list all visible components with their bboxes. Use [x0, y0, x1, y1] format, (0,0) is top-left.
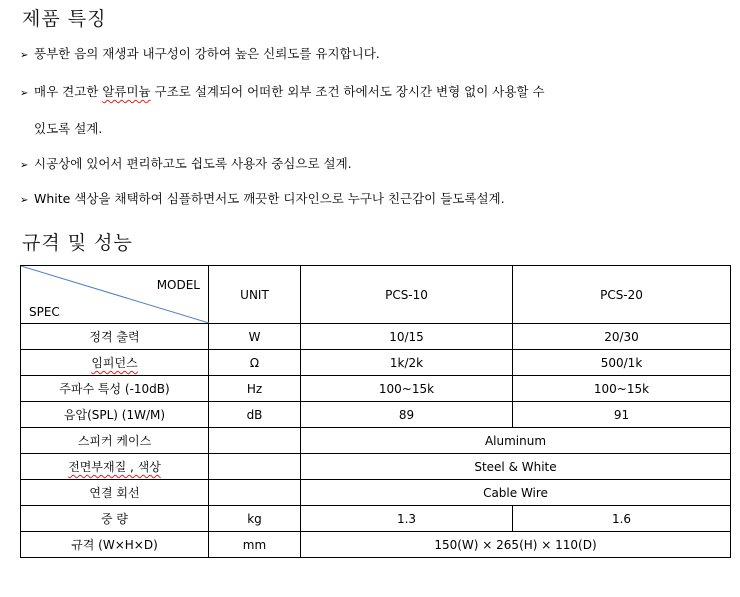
- arrow-bullet-icon: ➢: [20, 195, 29, 206]
- spec-value-pcs20: 1.6: [513, 506, 731, 532]
- feature-text: White 색상을 채택하여 심플하면서도 깨끗한 디자인으로 누구나 친근감이 들도록설계.: [34, 191, 505, 206]
- feature-item: [20, 154, 352, 172]
- feature-text: 시공상에 있어서 편리하고도 쉽도록 사용자 중심으로 설계.: [34, 156, 352, 171]
- model-pcs10-header: PCS-10: [301, 266, 513, 324]
- feature-text: 풍부한 음의 재생과 내구성이 강하여 높은 신뢰도를 유지합니다.: [34, 46, 380, 61]
- spec-value-pcs20: 100~15k: [513, 376, 731, 402]
- feature-item: [20, 189, 505, 207]
- table-row: [21, 454, 731, 480]
- table-row: [21, 480, 731, 506]
- spec-unit: Hz: [209, 376, 301, 402]
- spec-name: 음압(SPL) (1W/M): [21, 402, 209, 428]
- spec-value-pcs10: 1k/2k: [301, 350, 513, 376]
- spec-value-merged: 150(W) × 265(H) × 110(D): [301, 532, 731, 558]
- section-title-spec: 규격 및 성능: [22, 232, 133, 254]
- feature-text: 매우 견고한: [34, 84, 103, 99]
- spec-value-merged: Cable Wire: [301, 480, 731, 506]
- feature-item: [20, 82, 545, 100]
- arrow-bullet-icon: ➢: [20, 160, 29, 171]
- spec-unit: Ω: [209, 350, 301, 376]
- arrow-bullet-icon: ➢: [20, 88, 29, 99]
- spellcheck-word: 알류미늄: [102, 84, 151, 99]
- spellcheck-word: 전면부재질 , 색상: [68, 460, 161, 474]
- spec-name: 정격 출력: [21, 324, 209, 350]
- spellcheck-word: 임피던스: [91, 356, 138, 370]
- model-pcs20-header: PCS-20: [513, 266, 731, 324]
- feature-item: [20, 44, 380, 62]
- spec-name: [21, 350, 209, 376]
- spec-value-pcs20: 91: [513, 402, 731, 428]
- spec-value-pcs20: 500/1k: [513, 350, 731, 376]
- spec-name: 연결 회선: [21, 480, 209, 506]
- spec-value-pcs10: 10/15: [301, 324, 513, 350]
- spec-name: [21, 454, 209, 480]
- spec-unit: [209, 428, 301, 454]
- spec-value-merged: Steel & White: [301, 454, 731, 480]
- table-row: [21, 506, 731, 532]
- table-row: [21, 376, 731, 402]
- spec-value-pcs10: 89: [301, 402, 513, 428]
- spec-unit: [209, 480, 301, 506]
- model-label: MODEL: [156, 278, 200, 292]
- spec-label: SPEC: [29, 305, 60, 319]
- spec-value-pcs10: 1.3: [301, 506, 513, 532]
- table-row: [21, 532, 731, 558]
- spec-value-merged: Aluminum: [301, 428, 731, 454]
- spec-name: 스피커 케이스: [21, 428, 209, 454]
- model-spec-header-cell: [21, 266, 209, 324]
- table-row: [21, 428, 731, 454]
- section-title-features: 제품 특징: [22, 8, 107, 30]
- arrow-bullet-icon: ➢: [20, 50, 29, 61]
- spec-value-pcs10: 100~15k: [301, 376, 513, 402]
- table-row: [21, 402, 731, 428]
- table-header-row: [21, 266, 731, 324]
- spec-value-pcs20: 20/30: [513, 324, 731, 350]
- spec-unit: dB: [209, 402, 301, 428]
- spec-unit: W: [209, 324, 301, 350]
- feature-text: 구조로 설계되어 어떠한 외부 조건 하에서도 장시간 변형 없이 사용할 수: [150, 84, 545, 99]
- table-row: [21, 324, 731, 350]
- spec-table: [20, 265, 731, 558]
- table-row: [21, 350, 731, 376]
- spec-name: 중 량: [21, 506, 209, 532]
- spec-name: 주파수 특성 (-10dB): [21, 376, 209, 402]
- spec-unit: mm: [209, 532, 301, 558]
- spec-unit: [209, 454, 301, 480]
- feature-continuation: 있도록 설계.: [34, 121, 103, 136]
- spec-unit: kg: [209, 506, 301, 532]
- spec-name: 규격 (W×H×D): [21, 532, 209, 558]
- unit-header: UNIT: [209, 266, 301, 324]
